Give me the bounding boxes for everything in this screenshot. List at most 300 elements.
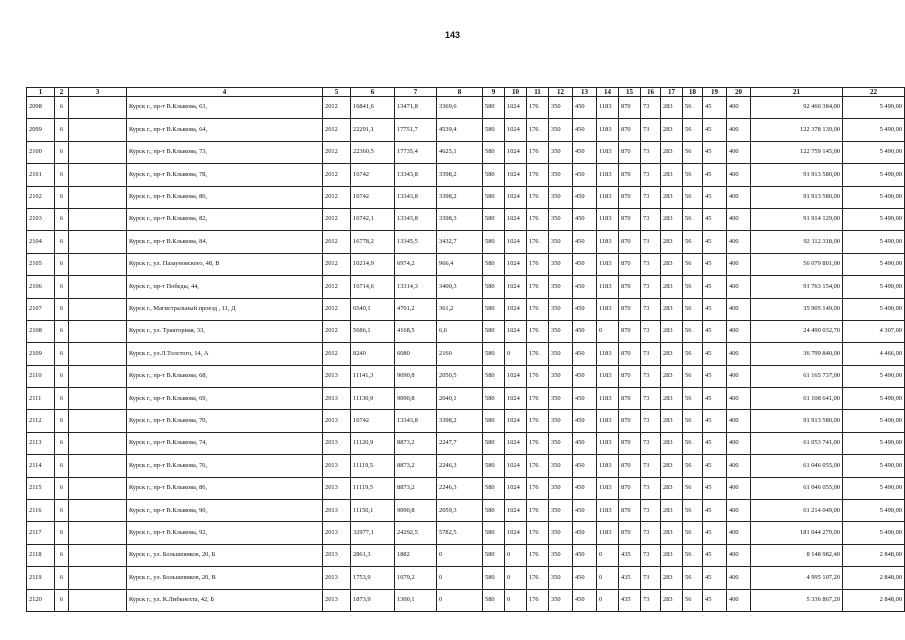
cell-col-9: 580 [483,567,505,589]
cell-col-9: 580 [483,589,505,611]
cell-col-17: 283 [661,119,683,141]
cell-col-4: Курск г., ул. Большевиков, 20, В [127,567,323,589]
cell-col-19: 45 [703,365,727,387]
cell-col-8: 2247,7 [437,432,483,454]
cell-col-6: 1873,9 [351,589,395,611]
cell-col-15: 870 [619,455,641,477]
cell-col-11: 176 [527,477,549,499]
cell-col-8: 2160 [437,343,483,365]
cell-col-4: Курск г., пр-т Победы, 44, [127,276,323,298]
cell-col-12: 350 [549,231,573,253]
cell-col-14: 1183 [597,97,619,119]
cell-col-11: 176 [527,97,549,119]
cell-col-22: 5 490,00 [843,522,905,544]
column-header-22: 22 [843,88,905,97]
cell-col-5: 2012 [323,164,351,186]
cell-col-22: 5 490,00 [843,186,905,208]
cell-col-10: 0 [505,544,527,566]
cell-col-17: 283 [661,365,683,387]
cell-col-5: 2013 [323,589,351,611]
cell-col-18: 56 [683,388,703,410]
cell-col-18: 56 [683,119,703,141]
cell-col-21: 4 995 107,20 [751,567,843,589]
cell-col-7: 8873,2 [395,477,437,499]
cell-col-22: 2 848,00 [843,589,905,611]
cell-col-5: 2012 [323,298,351,320]
cell-col-14: 1183 [597,500,619,522]
column-header-20: 20 [727,88,751,97]
cell-col-13: 450 [573,477,597,499]
cell-col-12: 350 [549,208,573,230]
cell-col-1: 2100 [27,141,55,163]
cell-col-15: 870 [619,164,641,186]
cell-col-4: Курск г., пр-т В.Клыкова, 69, [127,388,323,410]
cell-col-2: 6 [55,186,69,208]
column-header-11: 11 [527,88,549,97]
cell-col-15: 870 [619,365,641,387]
cell-col-2: 6 [55,320,69,342]
cell-col-18: 56 [683,164,703,186]
cell-col-7: 8873,2 [395,455,437,477]
cell-col-19: 45 [703,253,727,275]
cell-col-17: 283 [661,186,683,208]
cell-col-11: 176 [527,500,549,522]
cell-col-13: 450 [573,410,597,432]
cell-col-17: 283 [661,253,683,275]
cell-col-9: 580 [483,455,505,477]
cell-col-20: 400 [727,410,751,432]
cell-col-4: Курск г., пр-т В.Клыкова, 78, [127,164,323,186]
column-header-14: 14 [597,88,619,97]
cell-col-1: 2102 [27,186,55,208]
cell-col-8: 4539,4 [437,119,483,141]
cell-col-19: 45 [703,186,727,208]
cell-col-17: 283 [661,544,683,566]
table-row [27,365,905,387]
cell-col-7: 1300,1 [395,589,437,611]
cell-col-8: 3398,2 [437,164,483,186]
cell-col-15: 870 [619,276,641,298]
cell-col-16: 73 [641,231,661,253]
cell-col-7: 13314,3 [395,276,437,298]
cell-col-5: 2012 [323,320,351,342]
cell-col-20: 400 [727,253,751,275]
cell-col-19: 45 [703,500,727,522]
cell-col-13: 450 [573,432,597,454]
cell-col-13: 450 [573,119,597,141]
cell-col-19: 45 [703,567,727,589]
cell-col-15: 870 [619,119,641,141]
cell-col-2: 6 [55,231,69,253]
table-row [27,141,905,163]
column-header-17: 17 [661,88,683,97]
cell-col-11: 176 [527,253,549,275]
cell-col-13: 450 [573,544,597,566]
cell-col-10: 0 [505,343,527,365]
cell-col-20: 400 [727,365,751,387]
cell-col-11: 176 [527,365,549,387]
cell-col-13: 450 [573,97,597,119]
cell-col-1: 2116 [27,500,55,522]
cell-col-10: 1024 [505,298,527,320]
cell-col-18: 56 [683,253,703,275]
cell-col-17: 283 [661,567,683,589]
cell-col-6: 11120,9 [351,432,395,454]
cell-col-7: 17735,4 [395,141,437,163]
cell-col-16: 73 [641,365,661,387]
cell-col-20: 400 [727,432,751,454]
cell-col-18: 56 [683,97,703,119]
cell-col-13: 450 [573,298,597,320]
cell-col-8: 3400,3 [437,276,483,298]
cell-col-3 [69,455,127,477]
table-row [27,410,905,432]
cell-col-6: 1753,9 [351,567,395,589]
column-header-15: 15 [619,88,641,97]
table-row [27,455,905,477]
cell-col-10: 1024 [505,141,527,163]
cell-col-4: Курск г., пр-т В.Клыкова, 90, [127,500,323,522]
cell-col-13: 450 [573,500,597,522]
cell-col-14: 1183 [597,477,619,499]
cell-col-19: 45 [703,320,727,342]
cell-col-12: 350 [549,432,573,454]
cell-col-5: 2013 [323,522,351,544]
cell-col-16: 73 [641,388,661,410]
table-row [27,589,905,611]
cell-col-1: 2108 [27,320,55,342]
cell-col-2: 6 [55,119,69,141]
cell-col-12: 350 [549,186,573,208]
cell-col-11: 176 [527,298,549,320]
cell-col-15: 435 [619,544,641,566]
table-row [27,343,905,365]
cell-col-15: 870 [619,410,641,432]
cell-col-18: 56 [683,544,703,566]
cell-col-4: Курск г., ул. Большевиков, 20, Б [127,544,323,566]
cell-col-14: 1183 [597,455,619,477]
cell-col-6: 11150,1 [351,500,395,522]
cell-col-7: 6080 [395,343,437,365]
cell-col-12: 350 [549,365,573,387]
cell-col-21: 181 044 279,00 [751,522,843,544]
cell-col-22: 5 490,00 [843,365,905,387]
cell-col-2: 6 [55,589,69,611]
cell-col-21: 91 913 580,00 [751,410,843,432]
cell-col-20: 400 [727,141,751,163]
cell-col-4: Курск г., ул. Пазауновского, 48, В [127,253,323,275]
cell-col-3 [69,208,127,230]
cell-col-11: 176 [527,432,549,454]
cell-col-3 [69,343,127,365]
cell-col-9: 580 [483,522,505,544]
cell-col-14: 0 [597,544,619,566]
cell-col-9: 580 [483,119,505,141]
cell-col-16: 73 [641,522,661,544]
column-header-9: 9 [483,88,505,97]
cell-col-16: 73 [641,276,661,298]
cell-col-6: 11130,9 [351,388,395,410]
cell-col-6: 16742 [351,164,395,186]
cell-col-6: 2861,3 [351,544,395,566]
cell-col-5: 2013 [323,388,351,410]
cell-col-8: 2246,3 [437,477,483,499]
cell-col-3 [69,141,127,163]
cell-col-21: 61 108 641,00 [751,388,843,410]
table-row [27,567,905,589]
cell-col-4: Курск г., пр-т В.Клыкова, 84, [127,231,323,253]
cell-col-17: 283 [661,522,683,544]
cell-col-6: 11119,5 [351,455,395,477]
cell-col-21: 8 148 982,40 [751,544,843,566]
cell-col-11: 176 [527,119,549,141]
cell-col-12: 350 [549,298,573,320]
cell-col-19: 45 [703,589,727,611]
cell-col-18: 56 [683,567,703,589]
cell-col-4: Курск г., ул. К.Либкнехта, 42, Б [127,589,323,611]
cell-col-4: Курск г., пр-т В.Клыкова, 80, [127,186,323,208]
cell-col-11: 176 [527,276,549,298]
cell-col-15: 435 [619,567,641,589]
cell-col-4: Курск г., пр-т В.Клыкова, 68, [127,365,323,387]
cell-col-13: 450 [573,164,597,186]
header-row [27,88,905,97]
cell-col-8: 3432,7 [437,231,483,253]
cell-col-5: 2013 [323,477,351,499]
cell-col-4: Курск г., ул.Л.Толстого, 14, А [127,343,323,365]
cell-col-16: 73 [641,164,661,186]
cell-col-14: 0 [597,567,619,589]
cell-col-9: 580 [483,365,505,387]
cell-col-3 [69,522,127,544]
cell-col-2: 6 [55,477,69,499]
cell-col-5: 2012 [323,141,351,163]
cell-col-18: 56 [683,320,703,342]
cell-col-2: 6 [55,365,69,387]
cell-col-15: 870 [619,522,641,544]
cell-col-18: 56 [683,589,703,611]
cell-col-7: 9090,8 [395,365,437,387]
cell-col-9: 580 [483,231,505,253]
cell-col-1: 2099 [27,119,55,141]
cell-col-14: 1183 [597,432,619,454]
cell-col-10: 1024 [505,410,527,432]
cell-col-1: 2114 [27,455,55,477]
cell-col-3 [69,388,127,410]
cell-col-3 [69,164,127,186]
cell-col-4: Курск г., пр-т В.Клыкова, 63, [127,97,323,119]
cell-col-21: 61 053 741,00 [751,432,843,454]
cell-col-3 [69,410,127,432]
cell-col-9: 580 [483,544,505,566]
cell-col-15: 870 [619,298,641,320]
cell-col-12: 350 [549,500,573,522]
cell-col-22: 5 490,00 [843,455,905,477]
cell-col-17: 283 [661,500,683,522]
cell-col-20: 400 [727,97,751,119]
cell-col-20: 400 [727,500,751,522]
cell-col-14: 1183 [597,410,619,432]
cell-col-4: Курск г., пр-т В.Клыкова, 64, [127,119,323,141]
cell-col-9: 580 [483,477,505,499]
cell-col-22: 5 490,00 [843,432,905,454]
register-table [26,87,905,612]
cell-col-22: 5 490,00 [843,276,905,298]
cell-col-9: 580 [483,343,505,365]
cell-col-18: 56 [683,231,703,253]
cell-col-22: 5 490,00 [843,141,905,163]
cell-col-3 [69,589,127,611]
cell-col-11: 176 [527,388,549,410]
cell-col-14: 1183 [597,522,619,544]
cell-col-1: 2104 [27,231,55,253]
cell-col-4: Курск г., пр-т В.Клыкова, 70, [127,410,323,432]
cell-col-7: 1882 [395,544,437,566]
cell-col-8: 0 [437,589,483,611]
cell-col-16: 73 [641,208,661,230]
cell-col-18: 56 [683,276,703,298]
cell-col-20: 400 [727,388,751,410]
cell-col-8: 3369,6 [437,97,483,119]
cell-col-15: 870 [619,343,641,365]
cell-col-21: 35 905 149,00 [751,298,843,320]
column-header-7: 7 [395,88,437,97]
cell-col-17: 283 [661,455,683,477]
cell-col-13: 450 [573,567,597,589]
cell-col-13: 450 [573,343,597,365]
cell-col-2: 6 [55,544,69,566]
cell-col-21: 91 913 580,00 [751,186,843,208]
cell-col-21: 24 490 032,70 [751,320,843,342]
cell-col-15: 870 [619,186,641,208]
cell-col-5: 2012 [323,231,351,253]
cell-col-6: 11141,3 [351,365,395,387]
cell-col-10: 1024 [505,432,527,454]
cell-col-22: 5 490,00 [843,253,905,275]
cell-col-5: 2013 [323,455,351,477]
cell-col-5: 2013 [323,410,351,432]
cell-col-6: 5686,1 [351,320,395,342]
cell-col-3 [69,365,127,387]
table-row [27,320,905,342]
cell-col-11: 176 [527,208,549,230]
cell-col-10: 1024 [505,500,527,522]
cell-col-2: 6 [55,432,69,454]
cell-col-10: 1024 [505,119,527,141]
cell-col-15: 870 [619,97,641,119]
cell-col-16: 73 [641,97,661,119]
cell-col-17: 283 [661,410,683,432]
table-row [27,298,905,320]
cell-col-13: 450 [573,231,597,253]
column-header-2: 2 [55,88,69,97]
cell-col-11: 176 [527,164,549,186]
cell-col-15: 870 [619,141,641,163]
cell-col-2: 6 [55,253,69,275]
cell-col-18: 56 [683,141,703,163]
cell-col-19: 45 [703,522,727,544]
cell-col-4: Курск г., пр-т В.Клыкова, 92, [127,522,323,544]
cell-col-19: 45 [703,276,727,298]
cell-col-21: 91 913 580,00 [751,164,843,186]
cell-col-9: 580 [483,253,505,275]
cell-col-21: 61 046 055,00 [751,455,843,477]
cell-col-18: 56 [683,500,703,522]
table-row [27,253,905,275]
cell-col-15: 870 [619,388,641,410]
cell-col-13: 450 [573,253,597,275]
cell-col-20: 400 [727,208,751,230]
cell-col-19: 45 [703,432,727,454]
cell-col-4: Курск г., пр-т В.Клыкова, 86, [127,477,323,499]
cell-col-20: 400 [727,320,751,342]
cell-col-3 [69,432,127,454]
cell-col-8: 3398,2 [437,186,483,208]
cell-col-11: 176 [527,320,549,342]
cell-col-12: 350 [549,455,573,477]
cell-col-15: 435 [619,589,641,611]
cell-col-12: 350 [549,388,573,410]
cell-col-20: 400 [727,164,751,186]
cell-col-2: 6 [55,141,69,163]
cell-col-6: 22360,5 [351,141,395,163]
cell-col-10: 0 [505,589,527,611]
table-row [27,164,905,186]
cell-col-15: 870 [619,477,641,499]
cell-col-22: 4 466,00 [843,343,905,365]
cell-col-19: 45 [703,231,727,253]
cell-col-18: 56 [683,410,703,432]
cell-col-14: 1183 [597,253,619,275]
cell-col-1: 2120 [27,589,55,611]
cell-col-12: 350 [549,544,573,566]
cell-col-8: 361,2 [437,298,483,320]
cell-col-1: 2112 [27,410,55,432]
cell-col-8: 4625,1 [437,141,483,163]
cell-col-22: 5 490,00 [843,500,905,522]
cell-col-7: 8873,2 [395,432,437,454]
cell-col-3 [69,276,127,298]
table-row [27,388,905,410]
cell-col-8: 0 [437,567,483,589]
cell-col-14: 1183 [597,119,619,141]
cell-col-19: 45 [703,477,727,499]
cell-col-20: 400 [727,477,751,499]
cell-col-18: 56 [683,343,703,365]
cell-col-5: 2012 [323,208,351,230]
cell-col-14: 1183 [597,164,619,186]
cell-col-18: 56 [683,365,703,387]
cell-col-15: 870 [619,320,641,342]
cell-col-8: 2246,3 [437,455,483,477]
cell-col-10: 1024 [505,455,527,477]
cell-col-22: 5 490,00 [843,208,905,230]
cell-col-10: 1024 [505,522,527,544]
cell-col-6: 8240 [351,343,395,365]
cell-col-9: 580 [483,500,505,522]
column-header-10: 10 [505,88,527,97]
cell-col-18: 56 [683,186,703,208]
cell-col-13: 450 [573,388,597,410]
cell-col-20: 400 [727,544,751,566]
cell-col-16: 73 [641,141,661,163]
cell-col-14: 1183 [597,343,619,365]
cell-col-6: 10214,9 [351,253,395,275]
cell-col-19: 45 [703,208,727,230]
table-body [27,97,905,612]
cell-col-13: 450 [573,522,597,544]
table-row [27,432,905,454]
